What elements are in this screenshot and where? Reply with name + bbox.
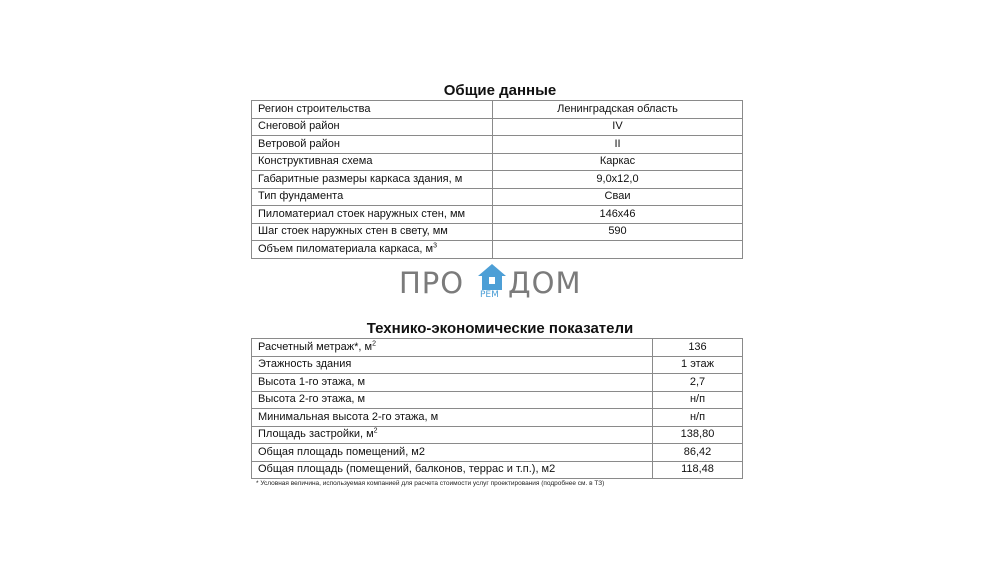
- row-label: Шаг стоек наружных стен в свету, мм: [252, 223, 493, 241]
- row-label: Этажность здания: [252, 356, 653, 374]
- tech-indicators-table: [251, 338, 743, 479]
- table-row: [252, 241, 743, 259]
- row-label-text: Расчетный метраж*, м: [258, 340, 373, 353]
- row-label: Снеговой район: [252, 118, 493, 136]
- table-row: [252, 153, 743, 171]
- row-label: Ветровой район: [252, 136, 493, 154]
- unit-superscript: 3: [433, 242, 437, 250]
- logo-text-left: ПРО: [399, 266, 465, 300]
- table-row: [252, 409, 743, 427]
- row-label-text: Объем пиломатериала каркаса, м: [258, 242, 434, 255]
- table-row: [252, 391, 743, 409]
- table-row: [252, 223, 743, 241]
- company-logo: [399, 260, 599, 300]
- table-row: [252, 188, 743, 206]
- row-label: Общая площадь помещений, м2: [252, 444, 653, 462]
- row-label: Минимальная высота 2-го этажа, м: [252, 409, 653, 427]
- row-label: Регион строительства: [252, 101, 493, 119]
- row-value: II: [493, 136, 743, 154]
- row-value: н/п: [653, 391, 743, 409]
- row-value: Ленинградская область: [493, 101, 743, 119]
- general-data-table: [251, 100, 743, 259]
- tech-indicators-title: Технико-экономические показатели: [366, 320, 634, 337]
- row-value: Каркас: [493, 153, 743, 171]
- logo-small-text: РЕМ: [480, 290, 499, 300]
- row-value: 2,7: [653, 374, 743, 392]
- row-label: Тип фундамента: [252, 188, 493, 206]
- row-value: 9,0x12,0: [493, 171, 743, 189]
- table-row: [252, 171, 743, 189]
- table-row: [252, 118, 743, 136]
- general-data-title: Общие данные: [443, 82, 557, 99]
- row-value: 146x46: [493, 206, 743, 224]
- row-label: Конструктивная схема: [252, 153, 493, 171]
- unit-superscript: 2: [373, 427, 378, 435]
- table-row: [252, 426, 743, 444]
- row-value: 118,48: [653, 461, 743, 479]
- row-value: н/п: [653, 409, 743, 427]
- table-row: [252, 339, 743, 357]
- logo-text-right: ДОМ: [508, 266, 582, 300]
- row-label: Общая площадь (помещений, балконов, террас и т.п.), м2: [252, 461, 653, 479]
- row-label-text: Площадь застройки, м: [258, 428, 374, 441]
- table-row: [252, 356, 743, 374]
- row-value: 86,42: [653, 444, 743, 462]
- footnote: * Условная величина, используемая компанией для расчета стоимости услуг проектирования (подробнее см. в ТЗ): [256, 480, 605, 487]
- row-value: 138,80: [653, 426, 743, 444]
- row-value: 136: [653, 339, 743, 357]
- house-icon: [477, 263, 507, 293]
- row-label: Высота 1-го этажа, м: [252, 374, 653, 392]
- unit-superscript: 2: [372, 340, 376, 348]
- row-label: Пиломатериал стоек наружных стен, мм: [252, 206, 493, 224]
- row-value: 1 этаж: [653, 356, 743, 374]
- row-label: [252, 339, 653, 357]
- row-label: Габаритные размеры каркаса здания, м: [252, 171, 493, 189]
- row-value: Сваи: [493, 188, 743, 206]
- row-label: Высота 2-го этажа, м: [252, 391, 653, 409]
- row-value: [493, 241, 743, 259]
- row-label: [252, 426, 653, 444]
- table-row: [252, 461, 743, 479]
- table-row: [252, 101, 743, 119]
- table-row: [252, 374, 743, 392]
- table-row: [252, 444, 743, 462]
- row-label: [252, 241, 493, 259]
- row-value: 590: [493, 223, 743, 241]
- row-value: IV: [493, 118, 743, 136]
- table-row: [252, 136, 743, 154]
- table-row: [252, 206, 743, 224]
